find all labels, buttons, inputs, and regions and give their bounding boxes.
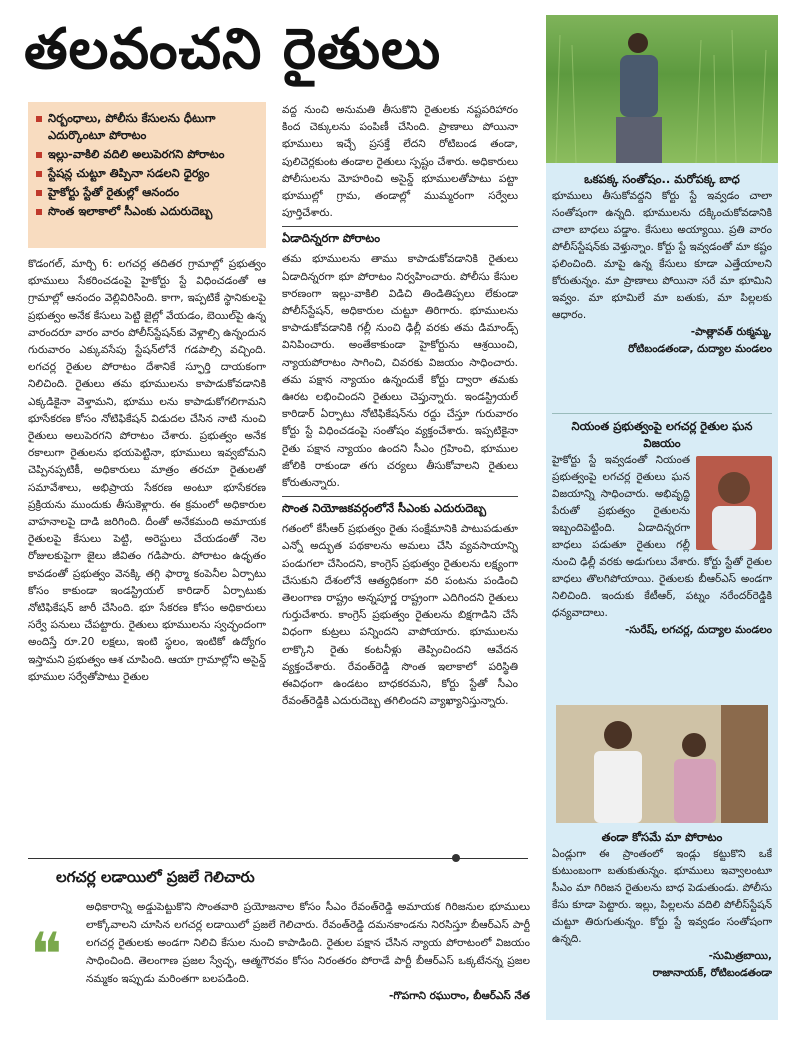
highlight-text: ఇల్లు-వాకిలి వదిలి అలుపెరగని పోరాటం <box>48 147 225 161</box>
highlight-item <box>36 165 258 182</box>
headline: తలవంచని రైతులు <box>24 17 442 82</box>
quote-icon: ❝ <box>30 920 63 990</box>
suresh-photo-svg <box>696 456 772 550</box>
highlight-text: హైకోర్టు స్టేతో రైతుల్లో ఆనందం <box>48 185 180 199</box>
farmer-photo-svg <box>546 15 778 163</box>
highlight-item <box>36 184 258 201</box>
sidebar-box-2 <box>552 413 772 639</box>
subheading: సొంత నియోజకవర్గంలోనే సీఎంకు ఎదురుదెబ్బ <box>282 496 518 519</box>
quote-signature: -గొపగాని రఘురాం, బీఆర్‌ఎస్ నేత <box>389 990 530 1002</box>
article-column-1 <box>28 256 266 846</box>
sidebar-title: నియంత ప్రభుత్వంపై లగచర్ల రైతుల ఘన విజయం <box>571 419 753 450</box>
sidebar-title: ఒకపక్క సంతోషం.. మరోపక్క బాధ <box>584 172 740 186</box>
highlight-item <box>36 110 258 144</box>
sidebar-text: ఏండ్లుగా ఈ ప్రాంతంలో ఇండ్లు కట్టుకొని ఒకే కుటుంబంగా బతుకుతున్నం. భూములు ఇవ్వాలంటూ సీఎం మా గిరిజన రైతులను బాధ పెడుతుండు. పోలీసు కేసు కూడా పెట్టారు. ఇల్లు, పిల్లలను వదిలి పోలీస్‌స్టేషన్ చుట్టూ తిరుగుతున్నం. కోర్టు స్టే ఇవ్వడం సంతోషంగా ఉన్నది. <box>552 848 772 945</box>
bottom-headline: లగచర్ల లడాయిలో ప్రజలే గెలిచారు <box>56 868 255 886</box>
highlights-box <box>28 102 266 248</box>
quote-text: అధికారాన్ని అడ్డుపెట్టుకొని సొంతవారి ప్రయోజనాల కోసం సీఎం రేవంత్‌రెడ్డి అమాయక గిరిజనుల భూములు లాక్కోవాలని చూసిన లగచర్ల లడాయిలో ప్రజలే గెలిచారు. రేవంత్‌రెడ్డి దమనకాండను నిరసిస్తూ బీఆర్‌ఎస్ పార్టీ లగచర్ల రైతులకు అండగా నిలిచి కేసుల నుంచి కాపాడింది. రైతుల పక్షాన చేసిన న్యాయ పోరాటంలో విజయం సాధించింది. తెలంగాణ ప్రజల స్వేచ్ఛ, ఆత్మగౌరవం కోసం నిరంతరం పోరాడే పార్టీ బీఆర్‌ఎస్ ఒక్కటేనన్న ప్రజల నమ్మకం ఇప్పుడు మరింతగా బలపడింది. <box>86 901 530 985</box>
article-text: తమ భూములను తాము కాపాడుకోవడానికి రైతులు ఏడాదిన్నరగా భూ పోరాటం నిర్వహించారు. పోలీసు కేసుల కారణంగా ఇల్లు-వాకిలి విడిచి తిండితిప్పలు లేకుండా పోలీస్‌స్టేషన్, అధికారుల చుట్టూ తిరిగారు. భూములను కాపాడుకోవడానికి గల్లీ నుంచి ఢిల్లీ వరకు తమ డిమాండ్స్ వినిపించారు. అంతేకాకుండా హైకోర్టును ఆశ్రయించి, న్యాయపోరాటం సాగించి, చివరకు విజయం సాధించారు. తమ పక్షాన న్యాయం ఉన్నందుకే కోర్టు ద్వారా తమకు ఊరట లభించిందని రైతులు చెప్తున్నారు. ఇండస్ట్రియల్ కారిడార్ ఏర్పాటు నోటిఫికేషన్‌ను రద్దు చేస్తూ గురువారం కోర్టు స్టే విధించడంపై సంతోషం వ్యక్తంచేశారు. ఇప్పటికైనా రైతు పక్షాన న్యాయం ఉందని సీఎం గ్రహించి, భూముల జోలికి రాకుండా తగు చర్యలు తీసుకోవాలని రైతులు కోరుతున్నారు. <box>282 253 518 490</box>
highlight-item <box>36 203 258 220</box>
highlight-text: సొంత ఇలాకాలో సీఎంకు ఎదురుదెబ్బ <box>48 204 213 218</box>
highlight-item <box>36 146 258 163</box>
article-text: గతంలో కేసీఆర్ ప్రభుత్వం రైతు సంక్షేమానికి పాటుపడుతూ ఎన్నో అద్భుత పథకాలను అమలు చేసి వ్యవసాయాన్ని పండుగలా చేసిందని, కాంగ్రెస్ ప్రభుత్వం రైతులను లక్ష్యంగా చేసుకుని దేశంలోనే ఆత్యధికంగా వరి పంటను పండించి తెలంగాణ రాష్ట్రం అన్నపూర్ణ రాష్ట్రంగా ఎదిగిందని రైతులు గుర్తుచేశారు. కాంగ్రెస్ ప్రభుత్వం రైతులను బిక్షగాడిని చేసే విధంగా కుట్రలు పన్నిందని వాపోయారు. భూములను లాక్కొని రైతు కంటనీళ్లు తెప్పించిందని ఆవేదన వ్యక్తంచేశారు. రేవంత్‌రెడ్డి సొంత ఇలాకాలో పరిస్థితి ఈవిధంగా ఉండటం బాధకరమని, కోర్టు స్టేతో సీఎం రేవంత్‌రెడ్డికి ఎదురుదెబ్బ తగిలిందని వ్యాఖ్యానిస్తున్నారు. <box>282 523 518 708</box>
sidebar-box-1 <box>552 171 772 358</box>
sidebar-text: భూములు తీసుకోవద్దని కోర్టు స్టే ఇవ్వడం చాలా సంతోషంగా ఉన్నది. భూములను దక్కించుకోవడానికి చాలా బాధలు పడ్డాం. కేసులు అయ్యాయి. ప్రతి వారం పోలీస్‌స్టేషన్‌కు వెళ్తున్నాం. కోర్టు స్టే ఇవ్వడంతో మా కష్టం ఫలించింది. మాపై ఉన్న కేసులు కూడా ఎత్తేయాలని కోరుతున్నం. మా ప్రాణాలు పోయినా సరే మా భూమిని ఇవ్వం. మా భూమిలే మా బతుకు, మా పిల్లలకు ఆధారం. <box>552 190 772 321</box>
divider-dot <box>452 854 460 862</box>
sidebar <box>546 15 778 1020</box>
sidebar-signature: రాజానాయక్, రోటిబండతండా <box>652 967 772 979</box>
family-photo-svg <box>556 705 768 823</box>
suresh-photo <box>696 456 772 550</box>
family-photo <box>556 705 768 823</box>
sidebar-signature: -పాత్లావత్ రుక్మమ్మ, <box>690 326 772 338</box>
highlight-text: స్టేషన్ల చుట్టూ తిప్పినా సడలని ధైర్యం <box>48 166 210 180</box>
bullet-icon <box>36 116 42 122</box>
highlight-text: నిర్బంధాలు, పోలీసు కేసులను ధీటుగా ఎదుర్కొంటూ పోరాటం <box>48 111 216 142</box>
farmer-photo <box>546 15 778 163</box>
article-text: కొడంగల్, మార్చి 6: లగచర్ల తదితర గ్రామాల్లో ప్రభుత్వం భూములు సేకరించడంపై హైకోర్టు స్టే విధించడంతో ఆ గ్రామాల్లో ఆనందం వెల్లివిరిసింది. కాగా, ఇప్పటికే స్థానికులపై ప్రభుత్వం అనేక కేసులు పెట్టి జైల్లో వేయడం, బెయిల్‌పై ఉన్న వారందరూ వారం వారం పోలీస్‌స్టేషన్‌కు వెళ్లాల్సి ఉన్నందున గురువారం ఎక్కువసేపు స్టేషన్‌లోనే గడపాల్సి వచ్చింది. లగచర్ల రైతుల పోరాటం దేశానికే స్ఫూర్తి దాయకంగా నిలిచింది. రైతులు తమ భూములను కాపాడుకోవడానికి ఎక్కడికైనా వెళ్తామని, భూము లను కాపాడుకోగలిగామని భూసేకరణ కోసం నోటిఫికేషన్ విడుదల చేసిన నాటి నుంచి రైతులు అలుపెరగని పోరాటం చేశారు. ప్రభుత్వం అనేక రకాలుగా రైతులను భయపెట్టినా, భూములు ఇవ్వబోమని చెప్పినప్పటికీ, అధికారులు మాత్రం తరచూ రైతులతో సమావేశాలు, అభిప్రాయ సేకరణ అంటూ భూసేకరణ ప్రక్రియను ముందుకు తీసుకెళ్లారు. ఈ క్రమంలో అధికారుల వాహనాలపై దాడి జరిగింది. దీంతో అనేకమంది అమాయక రైతులపై కేసులు పెట్టి, అరెస్టులు చేయడంతో నెల రోజులకుపైగా జైలు జీవితం గడిపారు. పోరాటం ఉధృతం కావడంతో ప్రభుత్వం వెనక్కి తగ్గి ఫార్మా కంపెనీల ఏర్పాటు కోసం కాకుండా ఇండస్ట్రియల్ కారిడార్ ఏర్పాటుకు నోటిఫికేషన్ జారీ చేసింది. భూ సేకరణ కోసం అధికారులు సర్వే పనులు చేపట్టారు. రైతులు భూములను స్వచ్ఛందంగా అందిస్తే రూ.20 లక్షలు, ఇంటి స్థలం, ఇంటికో ఉద్యోగం ఇస్తామని ప్రభుత్వం ఆశ చూపింది. ఆయా గ్రామాల్లోని అసైన్డ్ భూముల సర్వేతోపాటు రైతుల <box>28 258 266 683</box>
sidebar-signature: రోటిబండతండా, దుద్యాల మండలం <box>628 343 772 355</box>
sidebar-text: హైకోర్టు స్టే ఇవ్వడంతో నియంత ప్రభుత్వంపై లగచర్ల రైతులు ఘన విజయాన్ని సాధించారు. అభివృద్ధి పేరుతో ప్రభుత్వం రైతులను ఇబ్బందిపెట్టింది. ఏడాదిన్నరగా బాధలు పడుతూ రైతులు గల్లీ నుంచి ఢిల్లీ వరకు అడుగులు వేశారు. కోర్టు స్టేతో రైతుల బాధలు తొలగిపోయాయి. రైతులకు బీఆర్‌ఎస్ అండగా నిలిచింది. ఇందుకు కేటీఆర్, పట్నం నరేందర్‌రెడ్డికి ధన్యవాదాలు. <box>552 454 772 619</box>
bottom-quote <box>86 898 530 1005</box>
subheading: ఏడాదిన్నరగా పోరాటం <box>282 226 518 249</box>
bullet-icon <box>36 209 42 215</box>
sidebar-title: తండా కోసమే మా పోరాటం <box>601 830 723 844</box>
article-text: వద్ద నుంచి అనుమతి తీసుకొని రైతులకు నష్టపరిహారం కింద చెక్కులను పంపిణీ చేసింది. ప్రాణాలు పోయినా భూములు ఇచ్చే ప్రసక్తే లేదని రోటిబండ తండా, పులిచెర్లకుంట తండాల రైతులు స్పష్టం చేశారు. అధికారులు పోలీసులను మోహరించి అసైన్డ్ భూములతోపాటు పట్టా భూముల్లో గ్రామ, తండాల్లో ముమ్మరంగా సర్వేలు పూర్తిచేశారు. <box>282 104 518 220</box>
bullet-icon <box>36 152 42 158</box>
article-column-2 <box>282 102 518 850</box>
sidebar-signature: -సుమిత్రబాయి, <box>708 950 772 962</box>
bullet-icon <box>36 190 42 196</box>
sidebar-box-3 <box>552 829 772 982</box>
sidebar-signature: -సురేష్, లగచర్ల, దుద్యాల మండలం <box>625 624 772 636</box>
bullet-icon <box>36 171 42 177</box>
